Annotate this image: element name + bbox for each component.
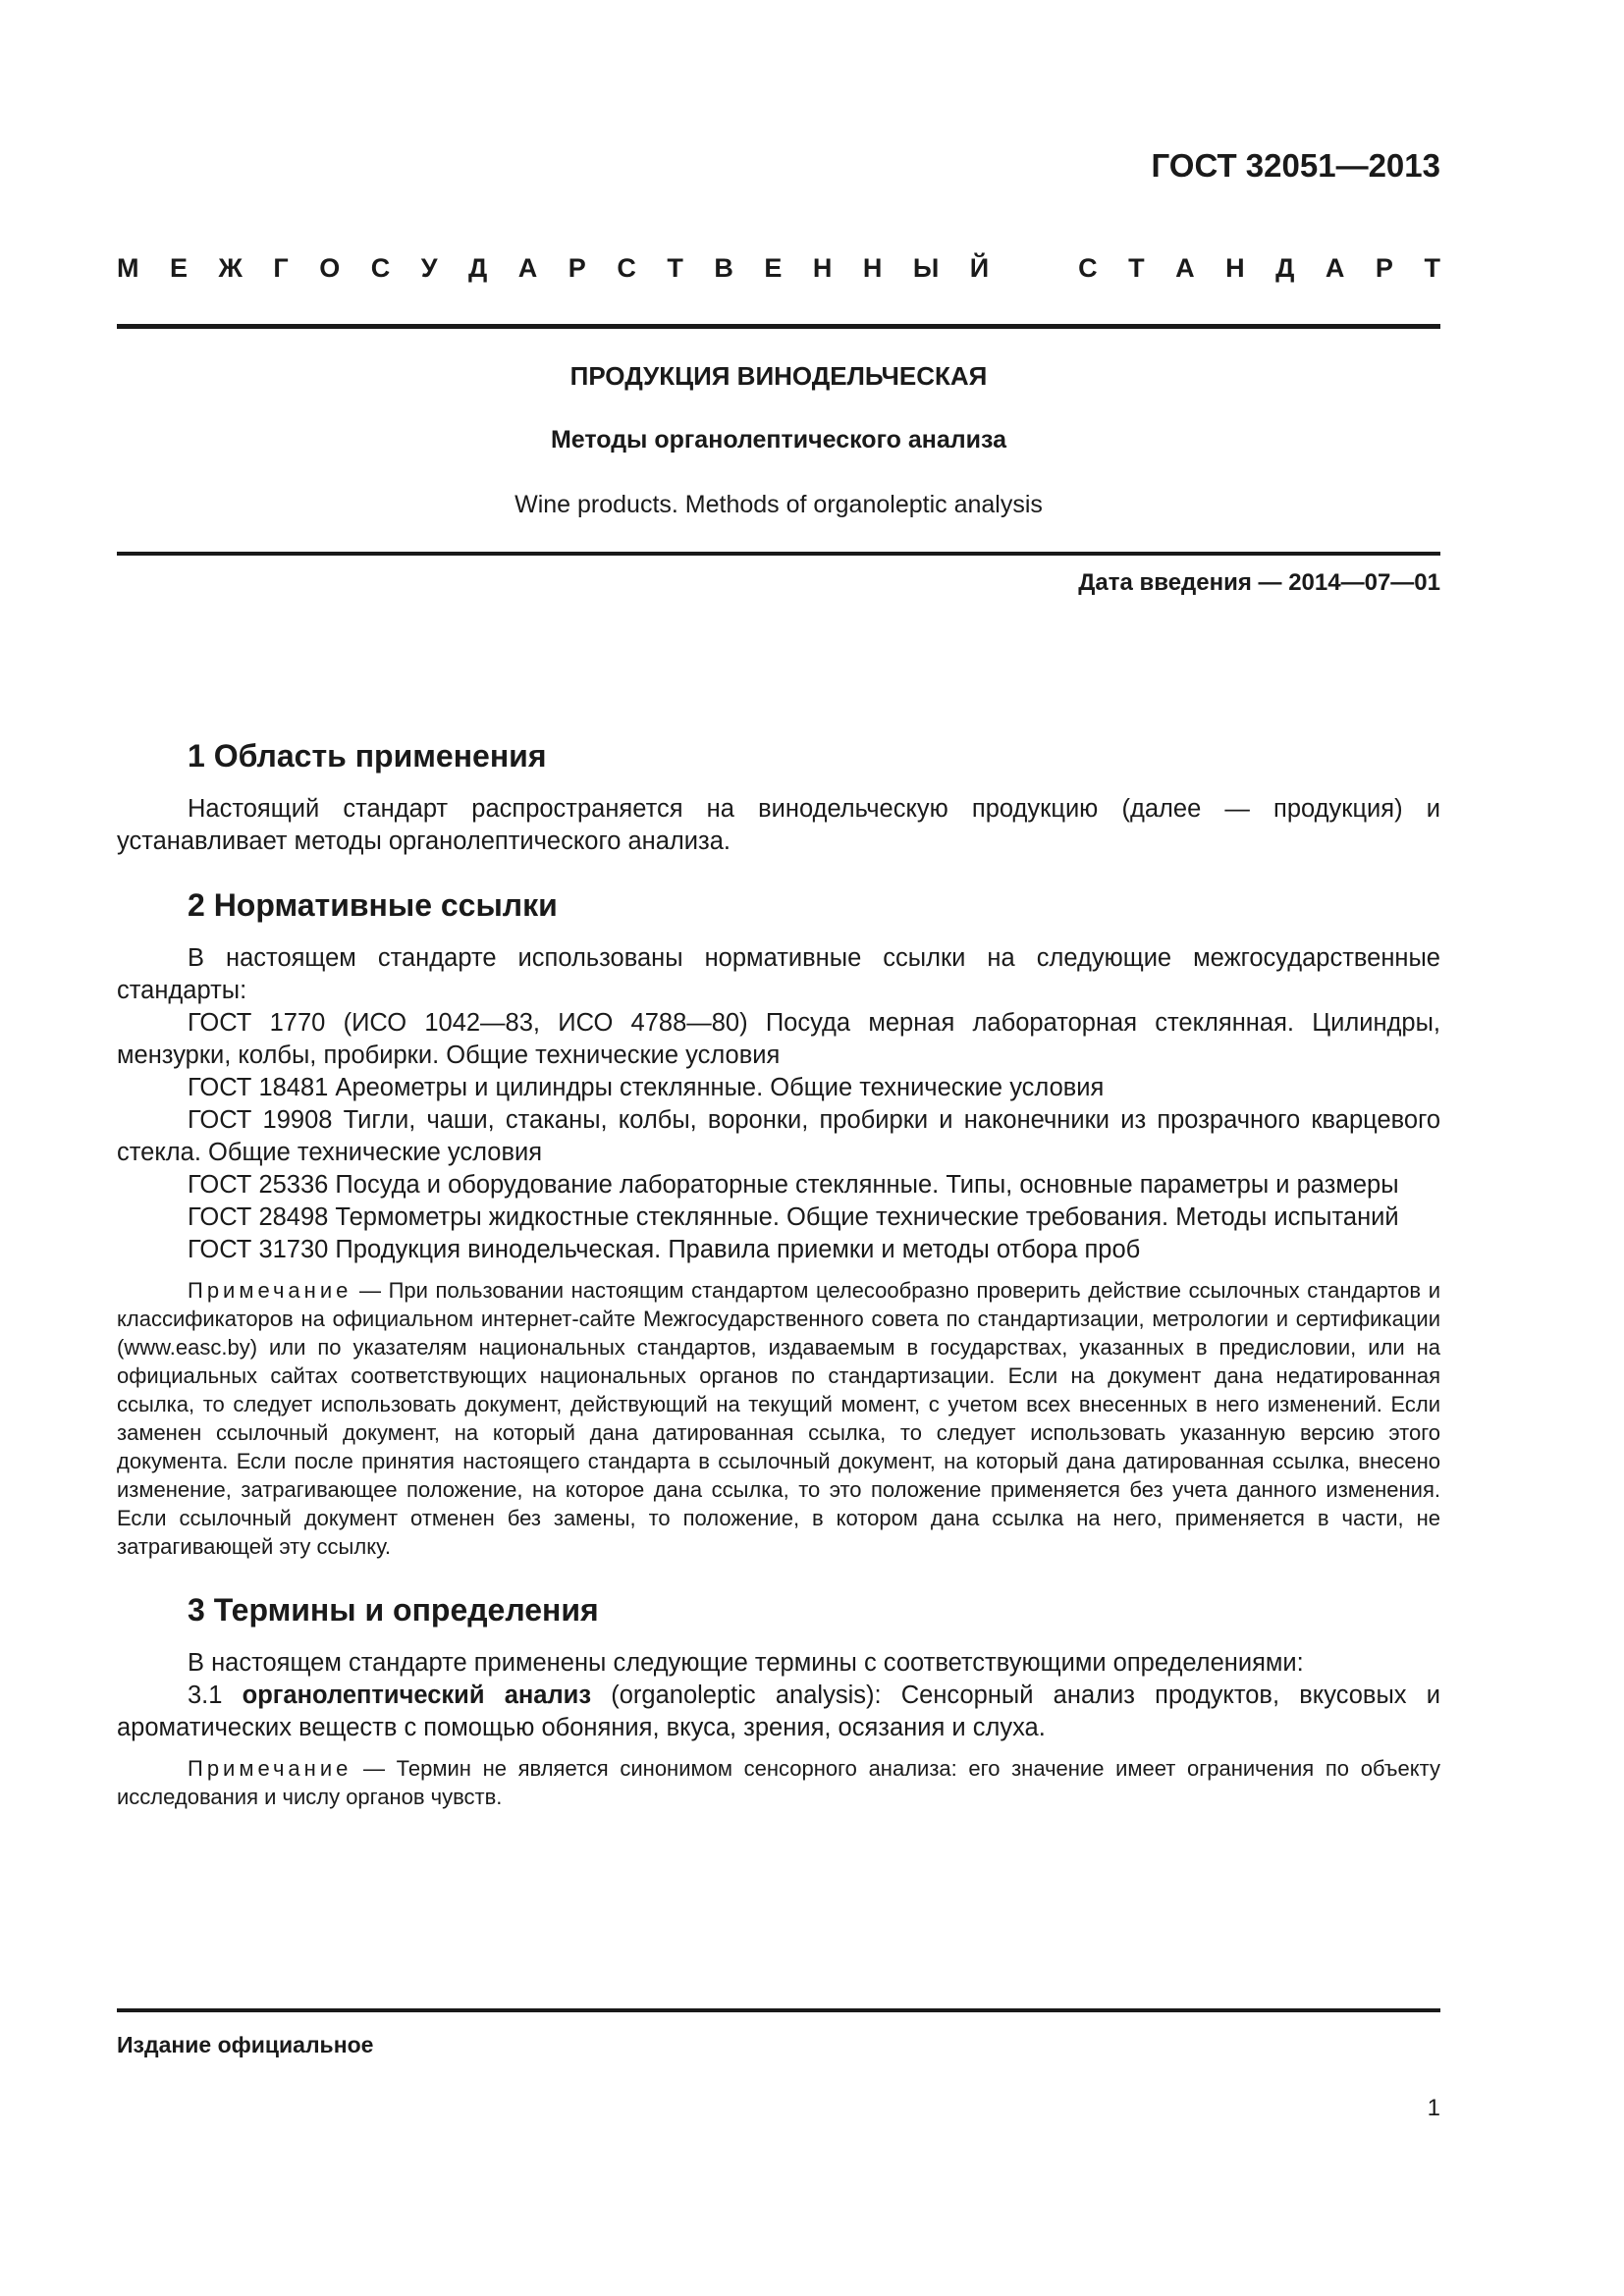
kind-letter: С (370, 253, 391, 283)
title-divider (117, 552, 1440, 556)
document-title-english: Wine products. Methods of organoleptic analysis (514, 491, 1043, 518)
section-paragraph: В настоящем стандарте применены следующие термины с соответствующими определениями: (188, 1649, 1304, 1677)
kind-letter: У (420, 253, 438, 283)
kind-letter: А (517, 253, 538, 283)
edition-label: Издание официальное (117, 2032, 374, 2057)
kind-letter: С (1078, 253, 1098, 283)
note-text: — Термин не является синонимом сенсорного анализа: его значение имеет ограничения по объекту исследования и числу органов чувств. (117, 1756, 1440, 1809)
note-label: Примечание (188, 1278, 352, 1303)
kind-letter: Т (1424, 253, 1440, 283)
kind-letter: Ж (218, 253, 243, 283)
kind-letter: Й (969, 253, 990, 283)
reference-item: ГОСТ 28498 Термометры жидкостные стеклянные. Общие технические требования. Методы испытаний (188, 1203, 1399, 1231)
kind-letter: Д (468, 253, 488, 283)
header-divider (117, 324, 1440, 329)
intro-date: Дата введения — 2014—07—01 (1078, 569, 1440, 596)
kind-letter: О (319, 253, 341, 283)
kind-letter: Е (764, 253, 783, 283)
standard-kind (117, 253, 1440, 284)
page-number: 1 (1427, 2095, 1440, 2121)
kind-letter: Н (862, 253, 883, 283)
section-paragraph: В настоящем стандарте использованы нормативные ссылки на следующие межгосударственные стандарты: (117, 944, 1440, 1004)
reference-item: ГОСТ 25336 Посуда и оборудование лабораторные стеклянные. Типы, основные параметры и размеры (188, 1171, 1399, 1199)
kind-letter: Е (170, 253, 189, 283)
kind-letter: Р (568, 253, 586, 283)
kind-letter: Т (667, 253, 683, 283)
kind-letter: В (714, 253, 733, 283)
kind-letter: Т (1128, 253, 1145, 283)
section-paragraph: Настоящий стандарт распространяется на винодельческую продукцию (далее — продукция) и устанавливает методы органолептического анализа. (117, 795, 1440, 855)
document-title: ПРОДУКЦИЯ ВИНОДЕЛЬЧЕСКАЯ (569, 361, 988, 391)
reference-item: ГОСТ 1770 (ИСО 1042—83, ИСО 4788—80) Посуда мерная лабораторная стеклянная. Цилиндры, мензурки, колбы, пробирки. Общие технические условия (117, 1009, 1440, 1069)
kind-letter: Ы (912, 253, 940, 283)
reference-item: ГОСТ 19908 Тигли, чаши, стаканы, колбы, воронки, пробирки и наконечники из прозрачного кварцевого стекла. Общие технические условия (117, 1106, 1440, 1166)
kind-letter: А (1325, 253, 1345, 283)
section-heading: 1 Область применения (188, 738, 547, 774)
kind-letter: С (617, 253, 636, 283)
section-heading: 2 Нормативные ссылки (188, 887, 558, 923)
kind-letter: А (1175, 253, 1195, 283)
section-heading: 3 Термины и определения (188, 1592, 599, 1628)
note-paragraph (117, 1276, 1440, 1561)
kind-letter: Н (812, 253, 833, 283)
footer-divider (117, 2008, 1440, 2012)
kind-word-gap (1020, 253, 1048, 284)
term-definition (117, 1680, 1440, 1744)
kind-letter: Г (273, 253, 289, 283)
term-text: (organoleptic analysis): Сенсорный анализ продуктов, вкусовых и ароматических веществ с помощью обоняния, вкуса, зрения, осязания и слуха. (117, 1682, 1440, 1741)
term-number: 3.1 (188, 1682, 243, 1709)
kind-letter: М (117, 253, 139, 283)
note-text: — При пользовании настоящим стандартом целесообразно проверить действие ссылочных стандартов и классификаторов на официальном интернет-сайте Межгосударственного совета по стандартизации, метрологии и сертификации (www.easc.by) или по указателям национальных стандартов, издаваемым в государствах, указанных в предисловии, или на официальных сайтах соответствующих национальных органов по стандартизации. Если на документ дана недатированная ссылка, то следует использовать документ, действующий на текущий момент, с учетом всех внесенных в него изменений. Если заменен ссылочный документ, на который дана датированная ссылка, то следует использовать указанную версию этого документа. Если после принятия настоящего стандарта в ссылочный документ, на который дана датированная ссылка, внесено изменение, затрагивающее положение, на которое дана ссылка, то это положение применяется без учета данного изменения. Если ссылочный документ отменен без замены, то положение, в котором дана ссылка на него, применяется в части, не затрагивающей эту ссылку. (117, 1278, 1440, 1559)
document-subtitle: Методы органолептического анализа (550, 426, 1007, 454)
document-body (117, 736, 1440, 1811)
reference-item: ГОСТ 18481 Ареометры и цилиндры стеклянные. Общие технические условия (188, 1074, 1105, 1101)
kind-letter: Р (1375, 253, 1393, 283)
kind-letter: Д (1275, 253, 1295, 283)
note-label: Примечание (188, 1756, 352, 1781)
kind-letter: Н (1225, 253, 1245, 283)
note-paragraph (117, 1754, 1440, 1811)
standard-code: ГОСТ 32051—2013 (1151, 147, 1440, 184)
reference-item: ГОСТ 31730 Продукция винодельческая. Правила приемки и методы отбора проб (188, 1236, 1141, 1263)
term-name: органолептический анализ (242, 1682, 592, 1709)
